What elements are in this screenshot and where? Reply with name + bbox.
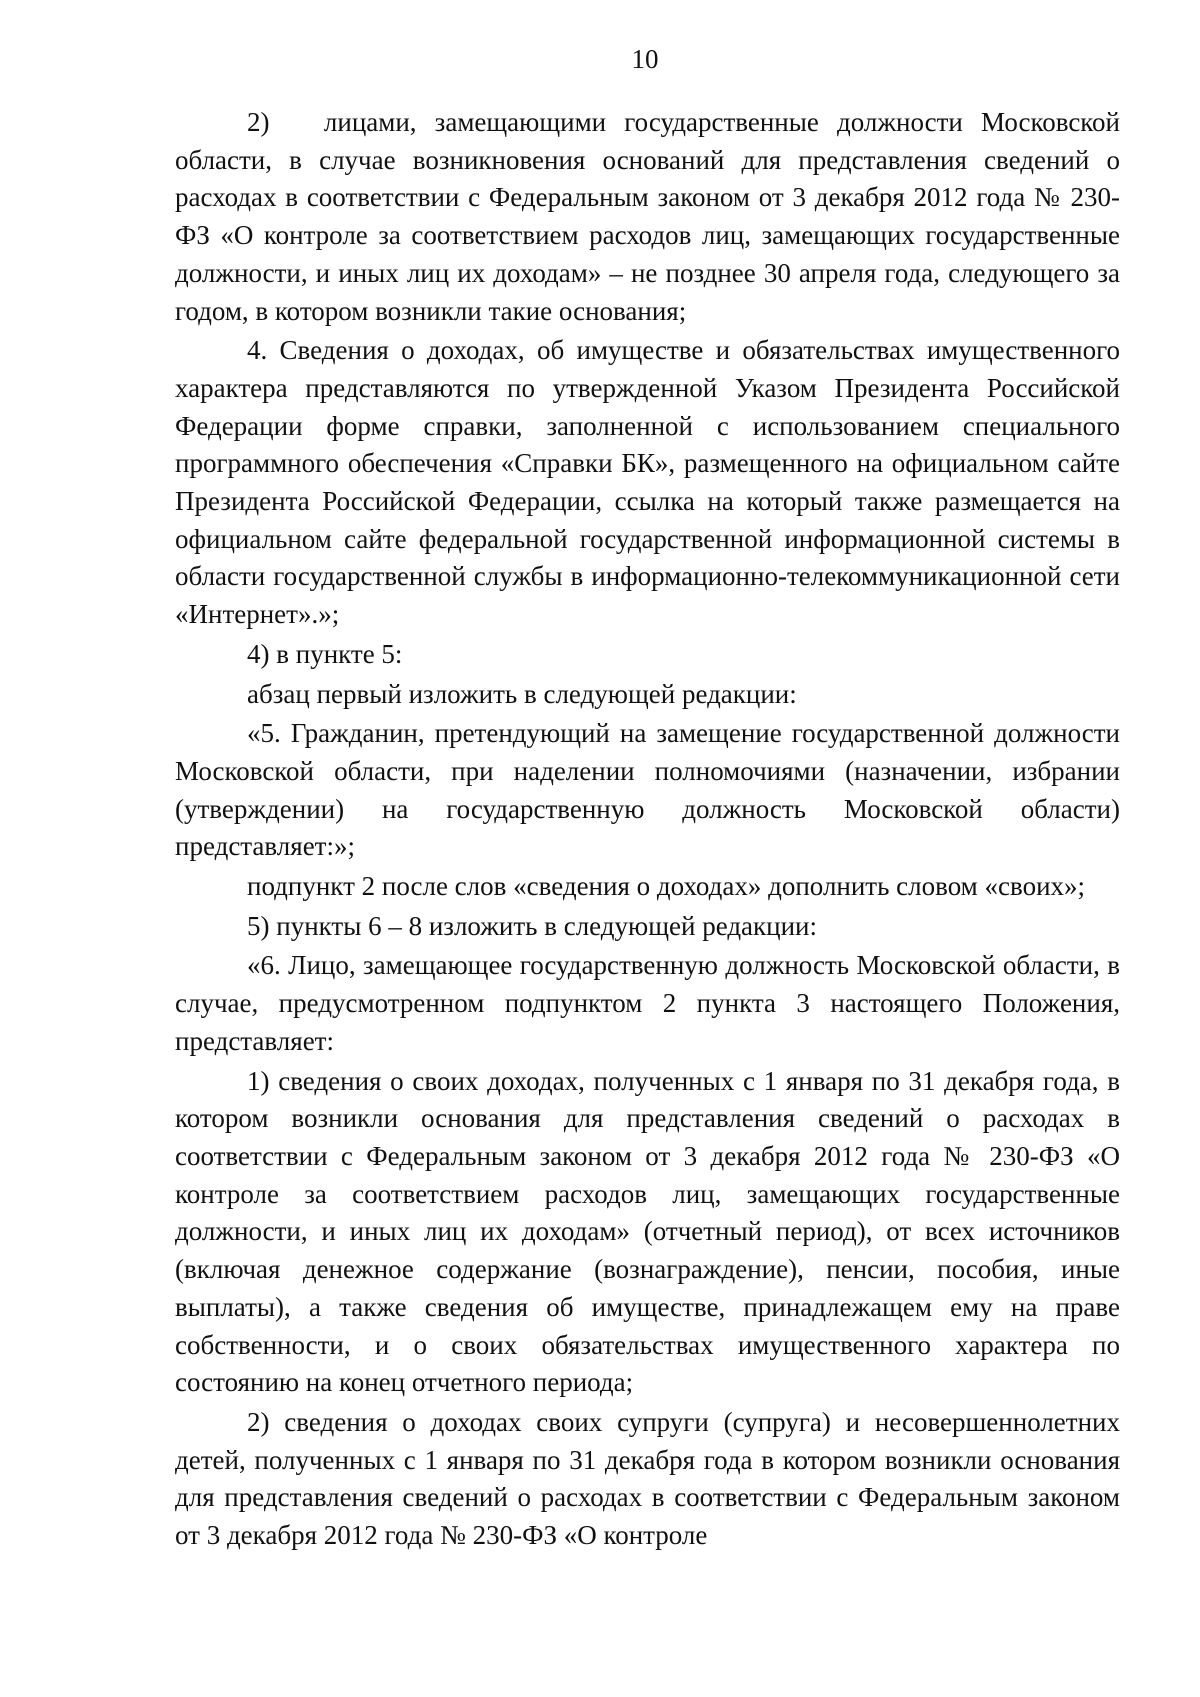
paragraph-point-5-citizen: «5. Гражданин, претендующий на замещение государственной должности Московской области, при наделении полномочиями (назначении, избрании (утверждении) на государственную должность Московской области) представляет:»; — [175, 718, 1120, 862]
document-body — [175, 104, 1120, 1555]
paragraph-amendment-4-point-5: 4) в пункте 5: — [247, 638, 403, 669]
paragraph-subpoint-1-own-income: 1) сведения о своих доходах, полученных с 1 января по 31 декабря года, в котором возникли основания для представления сведений о расходах в соответствии с Федеральным законом от 3 декабря 2012 года № 230-ФЗ «О контроле за соответствием расходов лиц, замещающих государственные должности, и иных лиц их доходам» (отчетный период), от всех источников (включая денежное содержание (вознаграждение), пенсии, пособия, иные выплаты), а также сведения об имуществе, принадлежащем ему на праве собственности, и о своих обязательствах имущественного характера по состоянию на конец отчетного периода; — [175, 1065, 1120, 1398]
paragraph-point-4-income-information: 4. Сведения о доходах, об имуществе и обязательствах имущественного характера представляются по утвержденной Указом Президента Российской Федерации форме справки, заполненной с использованием специального программного обеспечения «Справки БК», размещенного на официальном сайте Президента Российской Федерации, ссылка на который также размещается на официальном сайте федеральной государственной информационной системы в области государственной службы в информационно-телекоммуникационной сети «Интернет».»; — [175, 335, 1120, 630]
paragraph-amendment-5-points-6-8: 5) пункты 6 – 8 изложить в следующей редакции: — [247, 910, 818, 941]
paragraph-point-6-person: «6. Лицо, замещающее государственную должность Московской области, в случае, предусмотренном подпунктом 2 пункта 3 настоящего Положения, представляет: — [175, 950, 1120, 1056]
paragraph-subpoint-2-spouse-income: 2) сведения о доходах своих супруги (супруга) и несовершеннолетних детей, полученных с 1 января по 31 декабря года в котором возникли основания для представления сведений о расходах в соответствии с Федеральным законом от 3 декабря 2012 года № 230-ФЗ «О контроле — [175, 1406, 1120, 1551]
paragraph-subitem-2-officials: 2) лицами, замещающими государственные должности Московской области, в случае возникновения оснований для представления сведений о расходах в соответствии с Федеральным законом от 3 декабря 2012 года № 230-ФЗ «О контроле за соответствием расходов лиц, замещающих государственные должности, и иных лиц их доходам» – не позднее 30 апреля года, следующего за годом, в котором возникли такие основания; — [175, 107, 1120, 326]
paragraph-subpoint-2-addition: подпункт 2 после слов «сведения о доходах» дополнить словом «своих»; — [247, 871, 1086, 902]
page-number: 10 — [631, 44, 659, 74]
paragraph-first-abzac-redaction: абзац первый изложить в следующей редакции: — [247, 678, 797, 709]
